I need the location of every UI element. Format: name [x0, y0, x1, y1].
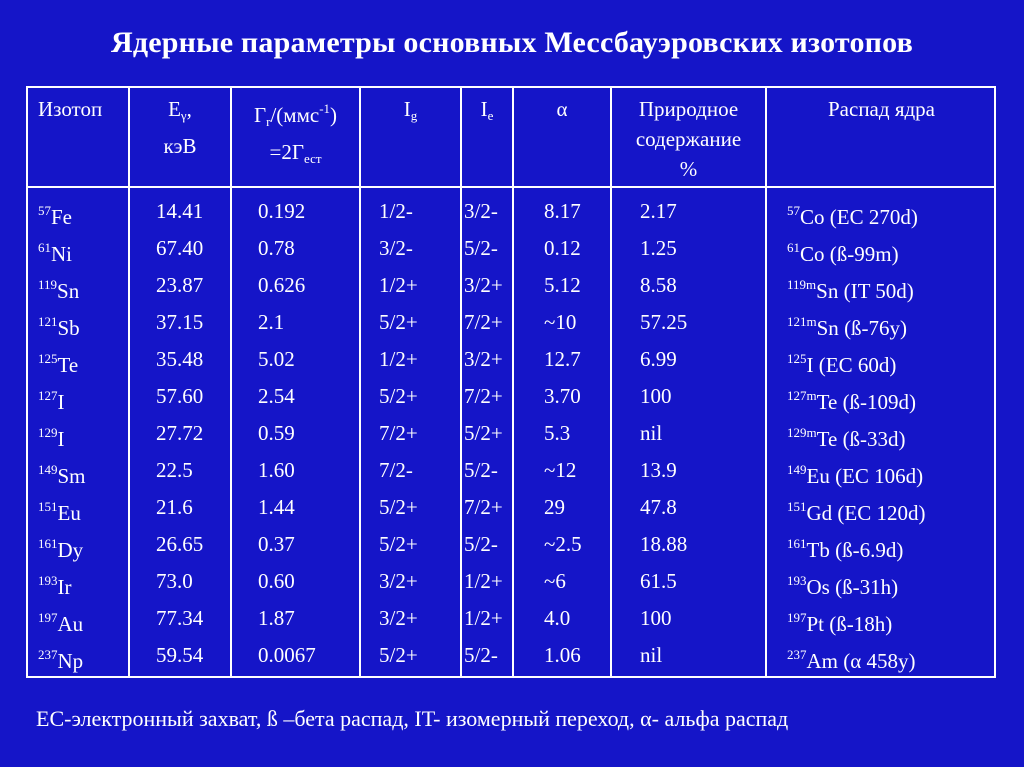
decay-cell — [787, 344, 996, 381]
alpha-value: ~12 — [544, 458, 577, 482]
decay-cell — [787, 640, 996, 677]
egamma-unit: кэВ — [163, 134, 197, 158]
parent-nuclide: Gd — [806, 501, 833, 525]
isotope-mass-number: 125 — [38, 351, 58, 366]
parent-nuclide: I — [806, 353, 814, 377]
isotope-mass-number: 161 — [38, 536, 58, 551]
isotope-cell — [28, 344, 128, 381]
parent-nuclide: Os — [806, 575, 830, 599]
alpha-value: ~10 — [544, 310, 577, 334]
linewidth-value: 0.59 — [258, 421, 295, 445]
isotope-cell — [28, 196, 128, 233]
decay-mode: (EC 120d) — [832, 501, 926, 525]
ie-value: 7/2+ — [464, 495, 503, 519]
ie-value: 5/2- — [464, 532, 498, 556]
abundance-line3: % — [679, 157, 698, 181]
decay-cell — [787, 566, 996, 603]
abundance-value: 18.88 — [640, 532, 688, 556]
egamma-value: 67.40 — [156, 236, 204, 260]
parent-nuclide: Am — [806, 649, 838, 673]
ig-value: 5/2+ — [379, 532, 418, 556]
alpha-value: 8.17 — [544, 199, 581, 223]
abundance-line1: Природное — [638, 97, 739, 121]
linewidth-value: 1.44 — [258, 495, 295, 519]
isotope-element: Au — [57, 612, 84, 636]
parent-mass-number: 57 — [787, 203, 800, 218]
abundance-value: 13.9 — [640, 458, 677, 482]
footnote: EC-электронный захват, ß –бета распад, IT- изомерный переход, α- альфа распад — [36, 706, 789, 731]
linewidth-value: 0.60 — [258, 569, 295, 593]
isotope-element: Sm — [57, 464, 86, 488]
abundance-value: 100 — [640, 384, 672, 408]
parent-mass-number: 197 — [787, 610, 807, 625]
decay-mode: (ß-109d) — [837, 390, 917, 414]
decay-cell — [787, 603, 996, 640]
alpha-value: 5.12 — [544, 273, 581, 297]
isotope-element: Np — [57, 649, 84, 673]
egamma-comma: , — [186, 97, 192, 121]
parent-mass-number: 121m — [787, 314, 817, 329]
alpha-value: 5.3 — [544, 421, 571, 445]
page-title: Ядерные параметры основных Мессбауэровских изотопов — [110, 26, 914, 59]
isotope-cells — [28, 196, 128, 677]
column-decay — [767, 88, 996, 676]
isotope-element: Ni — [51, 242, 72, 266]
alpha-value: 3.70 — [544, 384, 581, 408]
parent-nuclide: Te — [816, 427, 838, 451]
linewidth-value: 0.37 — [258, 532, 295, 556]
gamma-unit-close: ) — [330, 103, 338, 127]
ie-subscript: e — [487, 108, 494, 123]
alpha-value: 29 — [544, 495, 565, 519]
ie-value: 7/2+ — [464, 310, 503, 334]
header-ie — [462, 94, 512, 131]
decay-mode: (EC 106d) — [829, 464, 924, 488]
column-linewidth — [232, 88, 359, 676]
isotope-cell — [28, 233, 128, 270]
parent-mass-number: 151 — [787, 499, 807, 514]
egamma-value: 23.87 — [156, 273, 204, 297]
isotope-element: Ir — [57, 575, 72, 599]
isotope-element: Sn — [57, 279, 80, 303]
ig-value: 5/2+ — [379, 310, 418, 334]
isotope-element: Eu — [57, 501, 81, 525]
egamma-value: 14.41 — [156, 199, 204, 223]
isotope-element: I — [57, 390, 65, 414]
decay-mode: (IT 50d) — [838, 279, 914, 303]
egamma-value: 57.60 — [156, 384, 204, 408]
decay-cell — [787, 196, 996, 233]
isotope-cell — [28, 418, 128, 455]
isotope-element: Fe — [51, 205, 72, 229]
ie-value: 3/2+ — [464, 347, 503, 371]
decay-mode: (ß-31h) — [829, 575, 899, 599]
alpha-value: 0.12 — [544, 236, 581, 260]
isotope-mass-number: 149 — [38, 462, 58, 477]
isotope-cell — [28, 307, 128, 344]
isotope-cell — [28, 566, 128, 603]
decay-cells — [767, 196, 996, 677]
parent-mass-number: 149 — [787, 462, 807, 477]
parent-mass-number: 129m — [787, 425, 817, 440]
egamma-value: 73.0 — [156, 569, 193, 593]
ig-value: 3/2+ — [379, 569, 418, 593]
egamma-value: 35.48 — [156, 347, 204, 371]
ig-value: 7/2+ — [379, 421, 418, 445]
egamma-symbol: E — [168, 97, 181, 121]
isotope-mass-number: 127 — [38, 388, 58, 403]
header-linewidth — [232, 94, 359, 174]
ig-subscript: g — [410, 108, 418, 123]
abundance-value: 6.99 — [640, 347, 677, 371]
decay-cell — [787, 233, 996, 270]
decay-mode: (ß-6.9d) — [829, 538, 904, 562]
ie-value: 1/2+ — [464, 606, 503, 630]
linewidth-value: 0.626 — [258, 273, 306, 297]
isotope-cell — [28, 270, 128, 307]
isotope-element: Sb — [57, 316, 80, 340]
egamma-value: 77.34 — [156, 606, 204, 630]
decay-cell — [787, 455, 996, 492]
isotope-element: Te — [57, 353, 79, 377]
ie-value: 1/2+ — [464, 569, 503, 593]
isotope-element: Dy — [57, 538, 84, 562]
abundance-value: nil — [640, 421, 663, 445]
ie-value: 5/2- — [464, 643, 498, 667]
decay-cell — [787, 492, 996, 529]
ig-value: 3/2- — [379, 236, 413, 260]
parent-nuclide: Te — [816, 390, 838, 414]
alpha-value: 12.7 — [544, 347, 581, 371]
linewidth-value: 2.54 — [258, 384, 295, 408]
column-egamma — [130, 88, 230, 676]
column-abundance — [612, 88, 765, 676]
column-ig — [361, 88, 460, 676]
header-isotope: Изотоп — [38, 97, 103, 121]
isotope-mass-number: 193 — [38, 573, 58, 588]
decay-mode: (ß-18h) — [824, 612, 893, 636]
isotope-table — [26, 86, 996, 678]
egamma-value: 59.54 — [156, 643, 204, 667]
egamma-subscript: γ — [180, 108, 187, 123]
isotope-cell — [28, 603, 128, 640]
decay-mode: (EC 60d) — [813, 353, 897, 377]
ig-value: 3/2+ — [379, 606, 418, 630]
ie-cells — [462, 196, 512, 677]
ig-symbol: I — [403, 97, 411, 121]
gamma-unit-open: /(ммс — [270, 103, 320, 127]
parent-nuclide: Tb — [806, 538, 830, 562]
parent-nuclide: Co — [800, 205, 825, 229]
isotope-cell — [28, 640, 128, 677]
ig-value: 5/2+ — [379, 495, 418, 519]
egamma-value: 37.15 — [156, 310, 204, 334]
parent-mass-number: 125 — [787, 351, 807, 366]
decay-cell — [787, 529, 996, 566]
parent-mass-number: 193 — [787, 573, 807, 588]
ie-value: 5/2- — [464, 236, 498, 260]
ig-value: 7/2- — [379, 458, 413, 482]
isotope-mass-number: 119 — [38, 277, 58, 292]
gamma-line2: =2Г — [269, 140, 304, 164]
abundance-value: 8.58 — [640, 273, 677, 297]
parent-mass-number: 127m — [787, 388, 817, 403]
isotope-mass-number: 121 — [38, 314, 58, 329]
header-decay: Распад ядра — [828, 97, 935, 121]
isotope-cell — [28, 529, 128, 566]
parent-mass-number: 237 — [787, 647, 807, 662]
linewidth-value: 0.192 — [258, 199, 306, 223]
ie-value: 5/2- — [464, 458, 498, 482]
alpha-value: 4.0 — [544, 606, 571, 630]
egamma-value: 21.6 — [156, 495, 193, 519]
alpha-value: ~2.5 — [544, 532, 582, 556]
ie-value: 3/2- — [464, 199, 498, 223]
ig-value: 1/2- — [379, 199, 413, 223]
decay-cell — [787, 381, 996, 418]
isotope-mass-number: 151 — [38, 499, 58, 514]
abundance-value: 61.5 — [640, 569, 677, 593]
decay-mode: (ß-33d) — [837, 427, 906, 451]
gamma-line2-subscript: ест — [303, 151, 322, 166]
decay-mode: (ß-99m) — [824, 242, 899, 266]
abundance-value: 2.17 — [640, 199, 677, 223]
abundance-line2: содержание — [635, 127, 742, 151]
decay-mode: (EC 270d) — [824, 205, 918, 229]
egamma-value: 22.5 — [156, 458, 193, 482]
header-abundance — [612, 94, 765, 184]
linewidth-value: 2.1 — [258, 310, 285, 334]
parent-mass-number: 119m — [787, 277, 817, 292]
decay-cell — [787, 418, 996, 455]
header-alpha: α — [556, 97, 568, 121]
decay-cell — [787, 270, 996, 307]
column-ie — [462, 88, 512, 676]
linewidth-value: 5.02 — [258, 347, 295, 371]
isotope-element: I — [57, 427, 65, 451]
egamma-value: 26.65 — [156, 532, 204, 556]
abundance-cells — [612, 196, 765, 677]
gamma-unit-exponent: -1 — [319, 101, 331, 116]
parent-nuclide: Sn — [816, 316, 839, 340]
parent-mass-number: 61 — [787, 240, 800, 255]
decay-cell — [787, 307, 996, 344]
ig-value: 5/2+ — [379, 384, 418, 408]
linewidth-value: 0.0067 — [258, 643, 316, 667]
column-isotope — [28, 88, 128, 676]
gamma-subscript: r — [266, 114, 271, 129]
isotope-mass-number: 129 — [38, 425, 58, 440]
abundance-value: 100 — [640, 606, 672, 630]
isotope-mass-number: 197 — [38, 610, 58, 625]
ie-symbol: I — [480, 97, 488, 121]
parent-mass-number: 161 — [787, 536, 807, 551]
ig-value: 5/2+ — [379, 643, 418, 667]
isotope-cell — [28, 455, 128, 492]
alpha-value: ~6 — [544, 569, 566, 593]
header-ig — [361, 94, 460, 131]
column-alpha — [514, 88, 610, 676]
isotope-mass-number: 57 — [38, 203, 51, 218]
linewidth-cells — [232, 196, 359, 677]
egamma-value: 27.72 — [156, 421, 204, 445]
parent-nuclide: Co — [800, 242, 825, 266]
abundance-value: 1.25 — [640, 236, 677, 260]
ie-value: 3/2+ — [464, 273, 503, 297]
decay-mode: (α 458y) — [838, 649, 916, 673]
header-egamma — [130, 94, 230, 161]
gamma-symbol: Г — [253, 103, 267, 127]
decay-mode: (ß-76y) — [838, 316, 908, 340]
ie-value: 5/2+ — [464, 421, 503, 445]
linewidth-value: 0.78 — [258, 236, 295, 260]
alpha-cells — [514, 196, 610, 677]
linewidth-value: 1.60 — [258, 458, 295, 482]
ig-cells — [361, 196, 460, 677]
egamma-cells — [130, 196, 230, 677]
parent-nuclide: Sn — [816, 279, 839, 303]
abundance-value: 57.25 — [640, 310, 688, 334]
isotope-cell — [28, 381, 128, 418]
alpha-value: 1.06 — [544, 643, 581, 667]
ig-value: 1/2+ — [379, 273, 418, 297]
ie-value: 7/2+ — [464, 384, 503, 408]
ig-value: 1/2+ — [379, 347, 418, 371]
isotope-mass-number: 237 — [38, 647, 58, 662]
parent-nuclide: Pt — [806, 612, 825, 636]
parent-nuclide: Eu — [806, 464, 830, 488]
abundance-value: nil — [640, 643, 663, 667]
abundance-value: 47.8 — [640, 495, 677, 519]
isotope-cell — [28, 492, 128, 529]
isotope-mass-number: 61 — [38, 240, 51, 255]
linewidth-value: 1.87 — [258, 606, 295, 630]
